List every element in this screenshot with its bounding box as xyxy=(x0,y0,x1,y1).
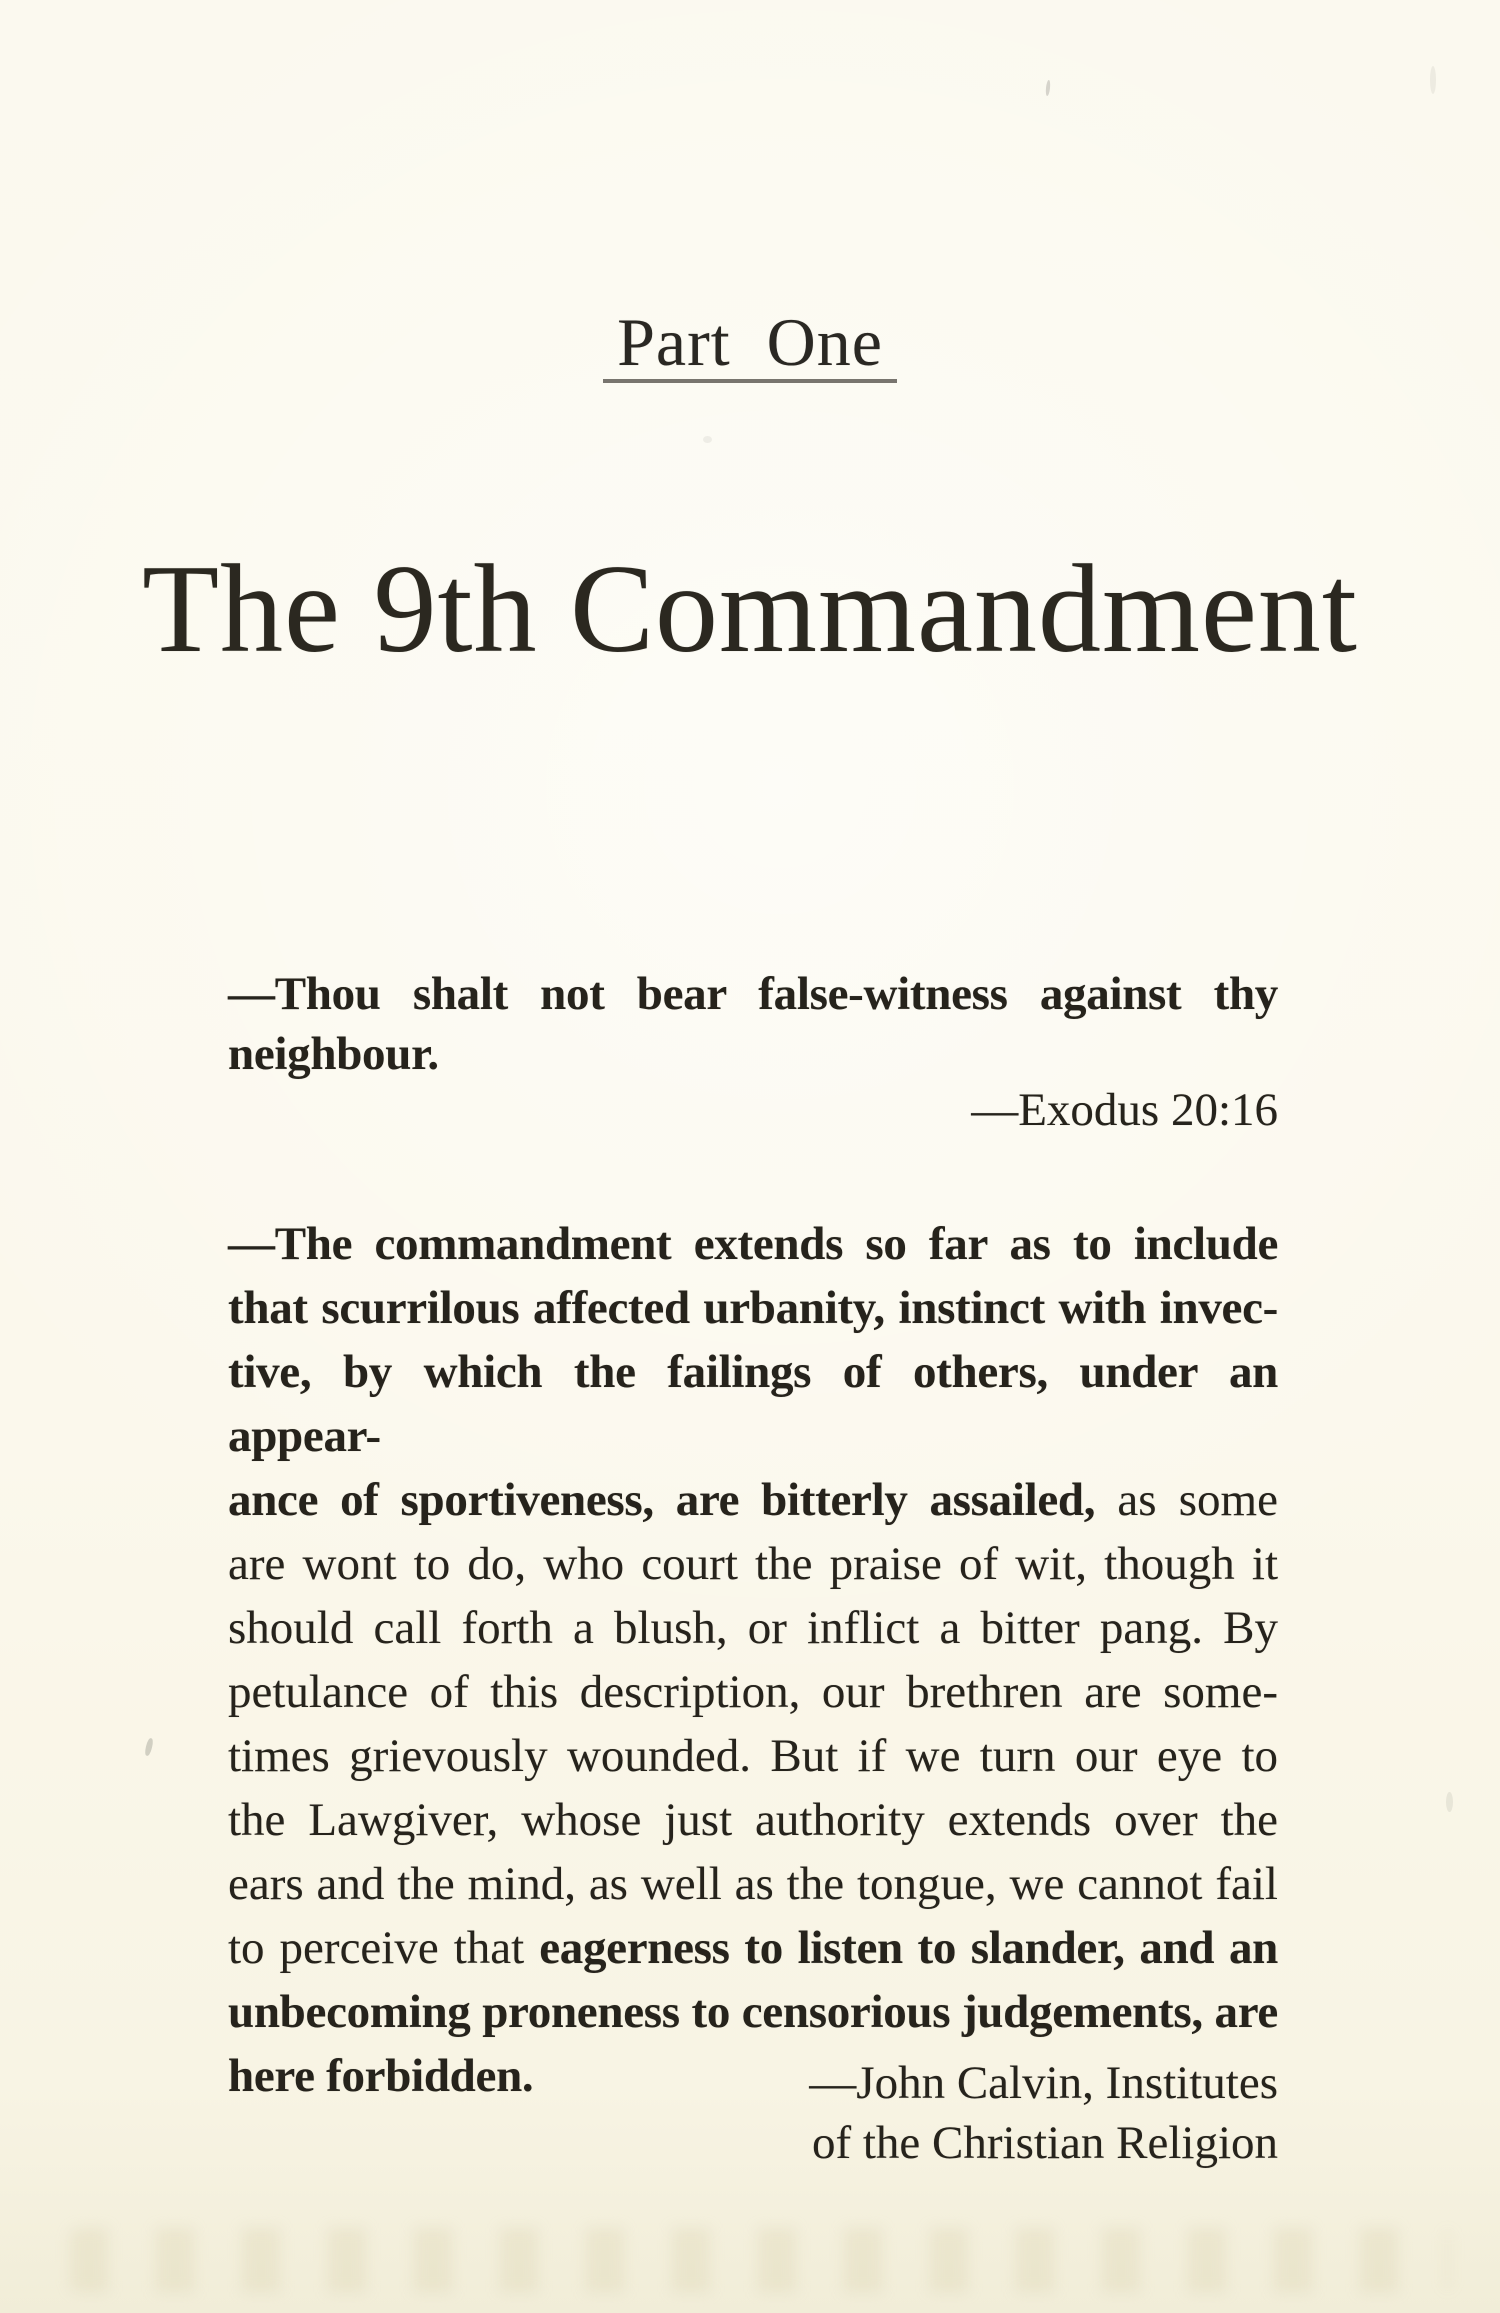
part-heading-text: Part One xyxy=(603,308,897,383)
scan-speck xyxy=(1045,80,1051,96)
calvin-quote-line-11 xyxy=(228,1916,1278,1980)
exodus-attribution: —Exodus 20:16 xyxy=(971,1084,1278,1136)
calvin-quote-line-8 xyxy=(228,1724,1278,1788)
calvin-quote-line-7 xyxy=(228,1660,1278,1724)
quote-segment: as some xyxy=(1095,1474,1278,1526)
quote-segment: are wont to do, who court the praise of wit, though it xyxy=(228,1538,1278,1590)
calvin-quote-line-12 xyxy=(228,1980,1278,2044)
calvin-quote-line-2 xyxy=(228,1276,1278,1340)
part-heading xyxy=(0,304,1500,383)
quote-segment: ears and the mind, as well as the tongue, we cannot fail xyxy=(228,1858,1278,1910)
quote-segment: the Lawgiver, whose just authority extends over the xyxy=(228,1794,1278,1846)
exodus-quote xyxy=(228,964,1278,1084)
calvin-quote-line-4 xyxy=(228,1468,1278,1532)
quote-segment: tive, by which the failings of others, under an appear- xyxy=(228,1346,1278,1462)
quote-segment: eagerness to listen to slander, and an xyxy=(539,1922,1278,1974)
quote-segment: that scurrilous affected urbanity, instinct with invec- xyxy=(228,1282,1278,1334)
scan-speck xyxy=(1446,1792,1453,1812)
quote-segment: to perceive that xyxy=(228,1922,540,1974)
exodus-quote-line-1: —Thou shalt not bear false-witness against thy xyxy=(228,968,1278,1020)
calvin-attribution-line-2: of the Christian Religion xyxy=(811,2117,1278,2169)
calvin-quote-line-6 xyxy=(228,1596,1278,1660)
exodus-quote-line-2: neighbour. xyxy=(228,1028,439,1080)
calvin-quote xyxy=(228,1212,1278,2108)
quote-segment: unbecoming proneness to censorious judgements, are xyxy=(228,1986,1278,2038)
calvin-quote-line-3 xyxy=(228,1340,1278,1468)
calvin-attribution xyxy=(228,2053,1278,2173)
scan-speck xyxy=(144,1738,154,1757)
calvin-quote-line-5 xyxy=(228,1532,1278,1596)
quote-segment: ance of sportiveness, are bitterly assailed, xyxy=(228,1474,1096,1526)
calvin-quote-line-1 xyxy=(228,1212,1278,1276)
quote-segment: here forbidden. xyxy=(228,2050,534,2102)
chapter-title: The 9th Commandment xyxy=(142,540,1358,679)
quote-segment: times grievously wounded. But if we turn our eye to xyxy=(228,1730,1278,1782)
quote-segment: petulance of this description, our brethren are some- xyxy=(228,1666,1278,1718)
calvin-quote-line-9 xyxy=(228,1788,1278,1852)
calvin-attribution-line-1: —John Calvin, Institutes xyxy=(809,2057,1278,2109)
calvin-quote-line-10 xyxy=(228,1852,1278,1916)
scan-speck xyxy=(703,436,712,443)
scan-speck xyxy=(1430,66,1436,94)
page-showthrough-ghosting xyxy=(70,2228,1450,2292)
quote-segment: should call forth a blush, or inflict a bitter pang. By xyxy=(228,1602,1278,1654)
quote-segment: —The commandment extends so far as to include xyxy=(228,1218,1278,1270)
